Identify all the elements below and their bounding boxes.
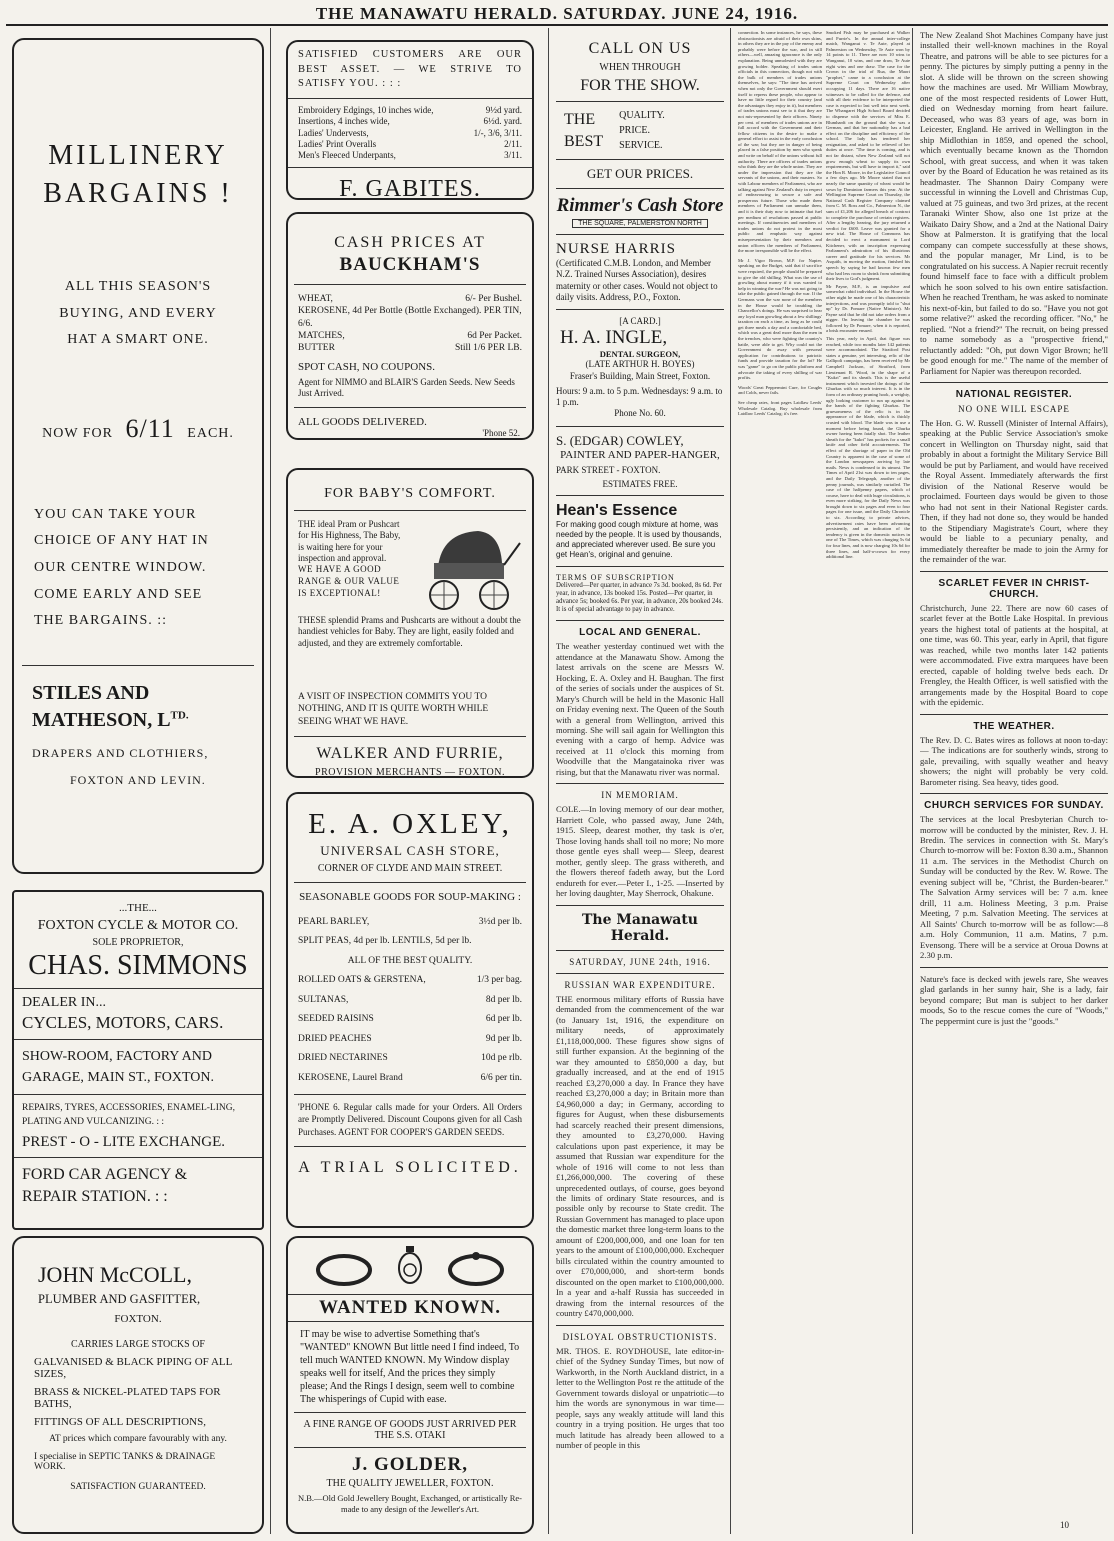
rimmer-service: SERVICE. — [619, 140, 663, 151]
item-name: Embroidery Edgings, 10 inches wide, — [298, 105, 434, 116]
divider — [294, 1447, 526, 1448]
cycle-proprietor-label: SOLE PROPRIETOR, — [92, 937, 184, 948]
firm-trade: DRAPERS AND CLOTHIERS, — [32, 745, 209, 760]
baby-ad — [286, 468, 534, 778]
firm-name-2: MATHESON, L — [32, 708, 171, 731]
item-price: 3½d per lb. — [478, 917, 522, 927]
golder-range: A FINE RANGE OF GOODS JUST ARRIVED PER THE S.S. OTAKI — [303, 1419, 517, 1441]
vigor-brown-body: Mr J. Vigor Brown, M.P. for Napier, speaking on the Budget, said that if sacrifice were required, the people should be prepared to give the old shilling. What was the use of growling about money if it was wanted to help in winning the war? He was not going to take the public gained through the war. If the Germans won the war none of the members in the House would be troubling the Chancellor's doings. He was surprised to hear any loyal man growling about a few shillings' taxation on each a time, as long as he could get three meals a day and a comfortable bed, which was a great deal more than the men in the trenches, who were fighting the country's battle, were able to get. Why could not the Government do away with personal application for contributions to patriotic funds and provide taxation for the lot? He was "game" to go on the public platform and advocate the taking of every shilling of war profits. — [738, 257, 822, 381]
item-name: PEARL BARLEY, — [298, 917, 370, 927]
golder-ad — [286, 1236, 534, 1534]
firm-name-1: STILES AND — [32, 681, 150, 704]
woods-notice: Woods' Great Peppermint Cure, for Coughs and Colds, never fails. — [738, 384, 822, 396]
scarlet-fever-body: Christchurch, June 22. There are now 60 cases of scarlet fever at the Bottle Lake Hospital. In previous years the highest total of patients at the hospital, at one time, was 60. This year, early in April, that figure was reached, while two months later 142 patients were accommodated. Five extra marquees have been erected, capable of holding twelve beds each. Dr Frengley, the Health Officer, is well satisfied with the arrangements made by the Hospital Board to cope with the epidemic. — [920, 602, 1108, 708]
page-number: 10 — [1060, 1520, 1069, 1530]
rimmer-logo-sub: THE SQUARE, PALMERSTON NORTH — [572, 219, 708, 228]
rimmer-best: BEST — [564, 132, 604, 150]
bauckham-agent: Agent for NIMMO and BLAIR'S Garden Seeds. New Seeds Just Arrived. — [298, 376, 515, 398]
church-body: The services at the local Presbyterian Church to-morrow will be conducted by the minister, Rev. J. H. Bredin. The services in connection with St. Mary's Church to-morrow will be: Foxton 8.30 a.m., Shannon 11 a.m. The services in the Methodist Church on Sunday will be conducted by the Rev. W. Rowe. The evening subject will be, "Christ, the Burden-bearer." The Salvation Army services will be: 7 a.m. knee drill, 11 a.m. Holiness Meeting, 3 p.m. Praise Meeting, 7 p.m. Salvation Meeting. The services at All Saints' Church to-morrow will be as follow:—8 a.m. Holy Communion, 11 a.m. Matins, 7 p.m. Evensong. There will be a service at Oroua Downs at 2.30 p.m. — [920, 814, 1108, 961]
column-3 — [556, 30, 724, 1451]
divider — [920, 382, 1108, 383]
divider — [556, 566, 724, 567]
millinery-title: MILLINERY — [48, 140, 228, 171]
weather-heading: THE WEATHER. — [973, 720, 1055, 732]
divider — [920, 967, 1108, 968]
obstruction-body: connection. In some instances, he says, these obstructionists are afraid of their own skins, in others they are in the pay of the enemy and probably were before the war, and in still others—well, amazing ignorance is the only explanation. Being unmolested with they are growing bolder. Speaking of trades union officials in this connection, though not with the bulk of members of trades unions themselves, he says: "The time has arrived when not only the Government should exert itself to repress these people, who appear to have no little regard for their country (and the advantages they enjoy in it), but members of trades unions must see to it that they are not mis-represented by their officers. Ninety per cent. of members of trades unions are in full accord with the Government and their fellow citizens in the desire to make a general effort to assist in the early conclusion of the war; but they are in danger of being placed in a false position by men who speak and write on behalf of the unions without full authority. There are officers of trades unions who think they are the whole union. They are under the impression that they are the servants of the unions, and their masters. So with Labour members of Parliament, who are talking against New Zealand's duty in respect of endeavouring to secure a safe and prosperous future. Those who made them members of Parliament can unmake them, and it is their duty now to intimate that fuel per medium of resolutions passed at public meetings. If constituencies and members of trades unions do not protest in the most public and emphatic way against misrepresentation by their members and union officers the members of Parliament, the more irresponsible will be the effect. — [738, 30, 822, 254]
cycle-repair-station: REPAIR STATION. : : — [22, 1187, 168, 1205]
item-price: 6/6 per tin. — [480, 1072, 522, 1083]
rimmer-when: WHEN THROUGH — [599, 62, 681, 73]
item-price: 10d pe rlb. — [481, 1053, 522, 1064]
divider — [294, 1146, 526, 1147]
item-name: SEEDED RAISINS — [298, 1014, 374, 1025]
column-rule — [548, 28, 549, 1534]
bauckham-name: BAUCKHAM'S — [339, 254, 481, 275]
cycle-items: CYCLES, MOTORS, CARS. — [22, 1013, 224, 1032]
divider — [556, 426, 724, 427]
item-name: WHEAT, — [298, 294, 333, 304]
rimmer-call: CALL ON US — [588, 40, 692, 57]
divider — [288, 98, 532, 99]
divider — [920, 571, 1108, 572]
oxley-store: UNIVERSAL CASH STORE, — [320, 843, 500, 858]
mccoll-line: CARRIES LARGE STOCKS OF — [70, 1339, 205, 1350]
item-name: Insertions, 4 inches wide, — [298, 116, 390, 127]
rimmer-show: FOR THE SHOW. — [580, 77, 700, 94]
divider — [294, 882, 526, 883]
now-for-label: NOW FOR — [42, 425, 114, 441]
item-name: SULTANAS, — [298, 994, 349, 1005]
cycle-garage: GARAGE, MAIN ST., FOXTON. — [22, 1070, 214, 1085]
divider — [556, 159, 724, 160]
divider — [556, 620, 724, 621]
war-heading: RUSSIAN WAR EXPENDITURE. — [564, 979, 716, 990]
war-body: THE enormous military efforts of Russia have demanded from the commencement of the war (to January 1st, 1916, the expenditure on military needs, of approximately £1,118,000,000. These figures show signs of still further expansion. At the beginning of the war they amounted to £850,000 a day, but gradually increased, and at the end of 1915 reached £3,270,000 a day. In France they have reached £3,270,000 a day; in Britain more than £4,960,000 a day; in Germany, according to figures for August, when these disbursements had scarcely reached their present dimensions, they amounted to £3,270,000. Having calculations upon past experience, it may be assumed that Russian war expenditure for the whole of 1916 will come to not less than £1,266,000,000. The covering of these unprecedented outlays, of course, goes beyond the limits of ordinary State resources, and is possible only by recourse to State credit. The Russian Government has managed to place upon the domestic market three long-term loans to the amount of £200,000,000, and one loan for ten years to the amount of £100,000,000. Exchequer bills circulated within the country amounted to over £70,000,000, and short-term bonds discounted on the open market to £100,000,000. In a year and a-half Russia has succeeded in drawing from the internal resources of the country £470,000,000. — [556, 993, 724, 1319]
church-heading: CHURCH SERVICES FOR SUNDAY. — [924, 800, 1104, 812]
mccoll-ad — [12, 1236, 264, 1534]
divider — [920, 714, 1108, 715]
column-rule — [912, 28, 913, 1534]
column-rule — [730, 28, 731, 1534]
cycle-ford: FORD CAR AGENCY & — [22, 1165, 188, 1183]
divider — [556, 309, 724, 310]
divider — [288, 167, 532, 168]
ingle-name: H. A. INGLE, — [560, 327, 668, 349]
item-price: 9d per lb. — [485, 1033, 522, 1044]
divider — [294, 1094, 526, 1095]
nurse-name: NURSE HARRIS — [556, 241, 676, 257]
col5-body3: This year, early in April, that figure was reached, while two months later 142 patients were accommodated. The Stratford Post states a genuine, yet interesting, relic of the Gallipoli campaign, has been received by Mr Campbell Jackson, of Stratford, from Lieutenant R. Wood, in the shape of a "Kukri" and its sheath. This is the useful instrument which invested the doings of the Ghurkas with so much interest. It is in the form of an ordinary pruning hook, a weighty, ugly looking customer to run up against in the hands of the fighting Ghurkas. The gruesomeness of the relic is in the appearance of the blade, which is thickly crusted with blood. The blade was in use a moment before being found, the Ghurka owner having been fatally shot. The leather sheath for the "kukri" has pockets for a small knife and other field accoutrements. The effect of the shortage of paper in the Old Country is apparent in the case of some of the London newspapers arriving by late mails. News is condensed to its utmost. The Times of April 21st was down to ten pages, and the Daily Telegraph, another of the penny journals, was similarly curtailed. The case of the halfpenny papers, which of course, have to deal with huge circulations, is even more striking, for the Daily News was brought down to six pages and even to four pages for one issue, and the Daily Chronicle to six. According to private advices, advertisement rates have been advancing persistently, and an indication of the tendency is given in the domestic notices in one of The Times, which was charging 5s 6d for four lines, and is now charging 10s 6d for three lines, and half-a-crown for every additional line. — [826, 336, 910, 560]
memoriam-heading: IN MEMORIAM. — [601, 790, 679, 801]
divider — [14, 1094, 262, 1095]
divider — [556, 1325, 724, 1326]
item-name: KEROSENE, Laurel Brand — [298, 1072, 403, 1083]
item-name: MATCHES, — [298, 331, 345, 342]
item-price: Still 1/6 PER LB. — [454, 343, 522, 354]
column-rule — [270, 28, 271, 1534]
rimmer-quality: QUALITY. — [619, 110, 665, 121]
divider — [556, 973, 724, 974]
divider — [556, 905, 724, 906]
cycle-showroom: SHOW-ROOM, FACTORY AND — [22, 1049, 212, 1064]
item-name: KEROSENE, 4d Per Bottle (Bottle Exchanged). — [298, 306, 482, 317]
golder-heading: WANTED KNOWN. — [288, 1294, 532, 1322]
oxley-corner: CORNER OF CLYDE AND MAIN STREET. — [317, 863, 503, 874]
divider — [556, 495, 724, 496]
gabites-heading: SATISFIED CUSTOMERS ARE OUR BEST ASSET. — WE STRIVE TO SATISFY YOU. : : : — [298, 49, 522, 90]
bauckham-phone: 'Phone 52. — [482, 428, 520, 439]
oxley-price-list — [298, 913, 522, 1088]
divider — [14, 1039, 262, 1040]
baby-heading: FOR BABY'S COMFORT. — [324, 486, 496, 501]
rimmer-get-prices: GET OUR PRICES. — [586, 166, 694, 181]
ingle-late: (LATE ARTHUR H. BOYES) — [585, 359, 695, 370]
item-name: Men's Fleeced Underpants, — [298, 150, 396, 161]
rimmer-price: PRICE. — [619, 125, 650, 136]
divider — [556, 783, 724, 784]
national-register-sub: NO ONE WILL ESCAPE — [958, 403, 1070, 414]
gabites-price-list — [298, 105, 522, 161]
oxley-seasonable: SEASONABLE GOODS FOR SOUP-MAKING : — [299, 891, 521, 903]
col5-body1: Smoked Fish may be purchased at Walker and Furrie's. In the annual inter-college match, Wanganui v. Te Aute, played at Palmerston on Wednesday, Te Aute won by 14 points to 11. There are now 10 wins to Wanganui, 10 wins, and one draw, Te Aute eight wins and one draw. The case for the Crown in the trial of Rua, the Maori "prophet," came to a conclusion at the Supreme Court on Wednesday after occupying 11 days. There are 16 native witnesses to be called for the defence, and with all their evidence to be interpreted the case is expected to last well into next week. The Whangarei High School Board decided to dispense with the services of Miss E. Blumhardt on the ground that she was a German, and that her nationality has a bad effect on the discipline and efficiency of the school. The lady has tendered her resignation, and asked to be relieved of her duties at once. "The time is coming, and is not far distant, when New Zealand will not grow enough wheat to supply its own requirements, but will have to import it," said the Hon R. Moore, in the Legislative Council a few days ago. Mr Moore stated that not nearly the same quantity of wheat would be sown by Dominion farmers this year. At the Wellington Supreme Court on Thursday, the National Cash Register Company claimed from C. M. Ross and Co., Palmerston N., the sum of £1,206 for alleged breach of contract to complete the purchase of certain registers. After a lengthy hearing, the jury returned a verdict for £600. Leave was granted for a new trial. The House of Commons has decided to erect a monument to Lord Kitchener, with an inscription expressing Parliament's admiration of his illustrious career and gratitude for his services. Mr Asquith, in moving the motion, finished his speech by saying he had known few men who had less room to shrink from submitting their lives to God's judgment. — [826, 30, 910, 282]
ingle-hours: Hours: 9 a.m. to 5 p.m. Wednesdays: 9 a.m. to 1 p.m. — [556, 385, 723, 407]
item-price: 3/11. — [504, 150, 522, 161]
shot-machines-body: The New Zealand Shot Machines Company have just installed their well-known machines in the Royal Theatre, and patrons will be able to see pictures for a penny. The pictures by simply putting a penny in the slot. A slide will be thrown on the screen showing how the machines are used. Mr William Mowbray, one of the most respected residents of Lower Hutt, died on Wednesday morning from heart failure. Deceased, who was 83 years of age, was born in Leicester, England. He arrived in Wellington in the ship Midlothian in 1859, and opened the school, which eventually became known as the Thorndon School, with great success, and when it was taken over by the Board of Education he was retained as its headmaster. The Shannon Dairy Company were successful in winning the Lovell and Christmas Cup, valued at 75 guineas, and two 3rd prizes, at the recent Taranaki Winter Show, also one 1st prize at the Waikato Dairy Show, and a 2nd at the National Dairy Show at Palmerston. It is gratifying that the local company can compete successfully at these shows, and the popular manager, Mr Lind, is to be congratulated on his success. A Napier recruit recently found himself face to face with a difficult problem which he soon solved to his own entire satisfaction. When he reached Trentham, he was asked to nominate his next-of-kin, but failed to do so. "Have you not got some relative?" asked the recording officer. "No," he replied. "Not a friend?" The recruit, on being pressed to name somebody as a "prospective friend," reluctantly added: "Oh, put down Vigor Brown; he'll be good enough for me." The name of the member of Parliament for Napier was thereupon recorded. — [920, 30, 1108, 376]
divider — [294, 736, 526, 737]
baby-range: WE HAVE A GOOD RANGE & OUR VALUE IS EXCEPTIONAL! — [298, 564, 400, 599]
baby-description: THESE splendid Prams and Pushcarts are without a doubt the handiest vehicles for Baby. They are light, easily folded and adjusted, and they are extremely comfortable. — [298, 615, 521, 648]
divider — [556, 950, 724, 951]
local-body: The weather yesterday continued wet with the attendance at the Manawatu Show. Among the latest arrivals on the scene are Messrs W. Hocking, E. A. Oxley and H. Baughan. The first of the series of socials under the auspices of St. Mary's Church will be held in the Masonic Hall on Friday evening next. The Queen of the South with a general from Wellington, arrived this morning. She will sail again for Wellington this evening with a cargo of hemp. Advice was received at 11 o'clock this morning from Woodville that the Mangatainoka river was rising, but that the Manawatu river was normal. — [556, 641, 724, 777]
herald-title: The Manawatu Herald. — [582, 911, 698, 944]
bauckham-delivered: ALL GOODS DELIVERED. — [298, 416, 427, 429]
millinery-line: HAT A SMART ONE. — [67, 332, 209, 348]
disloyal-body: MR. THOS. E. ROYDHOUSE, late editor-in-chief of the Sydney Sunday Times, but now of Warkworth, in the North Auckland district, in a letter to the Wellington Post re the attitude of the Government towards disloyal or unpatriotic—to him the words are synonymous in war time—people, says any weakly attitude will land this country in a trying position. He urges that too much latitude has already been allowed to a number of people in this — [556, 1345, 724, 1451]
firm-name-sup: TD. — [170, 709, 189, 722]
column-5 — [826, 30, 910, 1534]
column-6 — [920, 30, 1108, 1534]
laidlaw-notice: See cheap rates, front pages Laidlaw Leeds' Wholesale Catalog. Buy wholesale from Laidlaw Leeds' Catalog; it's free. — [738, 400, 822, 417]
national-register-heading: NATIONAL REGISTER. — [955, 388, 1073, 400]
divider — [294, 1412, 526, 1413]
cycle-ad — [12, 890, 264, 1230]
bauckham-spot-cash: SPOT CASH, NO COUPONS. — [298, 360, 436, 373]
ingle-title: DENTAL SURGEON, — [599, 349, 681, 360]
cycle-owner: CHAS. SIMMONS — [28, 950, 248, 981]
woods-poem: Nature's face is decked with jewels rare, She weaves glad garlands in her sunny hair, She is a lady, fair beyond compare; But man is subject to her darker moods, So to the rescue comes the cure of "Woods," The peppermint cure is just the "goods." — [920, 973, 1108, 1026]
millinery-subtitle: BARGAINS ! — [43, 178, 233, 209]
item-name: ROLLED OATS & GERSTENA, — [298, 975, 426, 986]
mccoll-trade: PLUMBER AND GASFITTER, — [38, 1292, 201, 1306]
mccoll-name: JOHN McCOLL, — [38, 1262, 192, 1287]
scarlet-fever-heading: SCARLET FEVER IN CHRIST-CHURCH. — [938, 577, 1090, 600]
item-price: 6d per lb. — [485, 1014, 522, 1025]
cycle-company: FOXTON CYCLE & MOTOR CO. — [37, 918, 239, 933]
hat-price: 6/11 — [125, 413, 175, 443]
hean-body: For making good cough mixture at home, was needed by the people. It is used by thousands, and appreciated wherever used. Be sure you get Hean's, original and genuine. — [556, 519, 722, 559]
cowley-name: S. (EDGAR) COWLEY, — [556, 432, 684, 448]
mccoll-line: AT prices which compare favourably with any. — [49, 1434, 227, 1444]
bauckham-price-list — [298, 293, 522, 355]
baby-visit: A VISIT OF INSPECTION COMMITS YOU TO NOTHING, AND IT IS QUITE WORTH WHILE SEEING WHAT WE HAVE. — [298, 692, 489, 727]
item-price: 1/3 per bag. — [476, 975, 522, 986]
baby-intro: THE ideal Pram or Pushcart for His Highness, The Baby, is waiting here for your inspection and approval. — [298, 519, 401, 563]
millinery-line: YOU CAN TAKE YOUR — [34, 506, 197, 522]
oxley-trial: A TRIAL SOLICITED. — [298, 1158, 522, 1176]
herald-date: SATURDAY, JUNE 24th, 1916. — [569, 956, 711, 967]
ingle-phone: Phone No. 60. — [614, 408, 666, 419]
terms-heading: TERMS OF SUBSCRIPTION — [556, 572, 675, 582]
memoriam-body: COLE.—In loving memory of our dear mother, Harriett Cole, who passed away, June 24th, 1915. Sleep, dearest mother, thy task is o'er, Those loving hands shall toil no more; No more those gentle eyes shall weep— Sleep, dearest mother, gently sleep. The grass withereth, and the flowers thereof fadeth away, but the Lord endureth for ever.—Peter I., 1-25. —Inserted by her loving daughter, May Sherrock, Ohakune. — [556, 804, 724, 899]
item-price: 2/11. — [504, 138, 522, 149]
item-name: ALL OF THE BEST QUALITY. — [347, 955, 473, 966]
oxley-name: E. A. OXLEY, — [308, 808, 512, 840]
mccoll-line: GALVANISED & BLACK PIPING OF ALL SIZES, — [34, 1356, 232, 1380]
divider — [294, 510, 526, 511]
gabites-ad — [286, 40, 534, 200]
rimmer-the: THE — [564, 110, 596, 128]
cowley-trade: PAINTER AND PAPER-HANGER, — [560, 448, 720, 461]
millinery-line: CHOICE OF ANY HAT IN — [34, 533, 209, 549]
divider — [22, 665, 254, 666]
divider — [14, 1157, 262, 1158]
item-name: SPLIT PEAS, 4d per lb. LENTILS, 5d per lb. — [298, 936, 472, 947]
bauckham-ad — [286, 212, 534, 440]
golder-nb: N.B.—Old Gold Jewellery Bought, Exchanged, or artistically Re-made to any design of the Jeweller's Art. — [297, 1493, 523, 1514]
col5-body2: Mr Payne, M.P., is an impulsive and somewhat rabid individual. In the House the other night he made one of his characteristic interjections, and was promptly told to "shut up" by Dr. Pomare (Native Minister). Mr Payne said that he did not take orders from a nigger. On leaving the chamber he was followed by Dr Pomare, when it is reported, a brisk encounter ensued. — [826, 283, 910, 334]
mccoll-line: BRASS & NICKEL-PLATED TAPS FOR BATHS, — [34, 1386, 221, 1410]
weather-body: The Rev. D. C. Bates wires as follows at noon to-day:— The indications are for southerly winds, strong to gale, prevailing, with squally weather and heavy showers; the night will probably be very cold. Barometer rising. Sea heavy, tides good. — [920, 734, 1108, 787]
divider — [294, 407, 526, 408]
item-price: 8d per lb. — [485, 994, 522, 1005]
cycle-dealer: DEALER IN... — [22, 995, 106, 1010]
item-price: 6½d. yard. — [483, 116, 522, 127]
cycle-prestolite: PREST - O - LITE EXCHANGE. — [22, 1133, 226, 1150]
bauckham-heading: CASH PRICES AT — [334, 234, 486, 251]
item-name: BUTTER — [298, 343, 335, 354]
baby-trade: PROVISION MERCHANTS — FOXTON. — [315, 767, 505, 778]
golder-firm: J. GOLDER, — [351, 1454, 469, 1475]
millinery-line: OUR CENTRE WINDOW. — [34, 559, 207, 575]
millinery-line: THE BARGAINS. :: — [34, 613, 168, 629]
divider — [556, 234, 724, 235]
disloyal-heading: DISLOYAL OBSTRUCTIONISTS. — [562, 1331, 718, 1342]
golder-trade: THE QUALITY JEWELLER, FOXTON. — [326, 1478, 494, 1489]
item-name: DRIED PEACHES — [298, 1033, 372, 1044]
divider — [920, 793, 1108, 794]
item-name: Ladies' Undervests, — [298, 127, 369, 138]
mccoll-line: SATISFACTION GUARANTEED. — [70, 1482, 206, 1492]
baby-firm: WALKER AND FURRIE, — [316, 745, 504, 763]
cycle-the: ...THE... — [119, 902, 157, 914]
item-price: PER TIN, 6/6. — [298, 306, 522, 329]
item-name: DRIED NECTARINES — [298, 1053, 388, 1064]
item-price: 1/-, 3/6, 3/11. — [473, 127, 522, 138]
millinery-line: ALL THIS SEASON'S — [64, 279, 212, 294]
local-heading: LOCAL AND GENERAL. — [579, 627, 701, 639]
divider — [294, 284, 526, 285]
jewellery-icon — [310, 1244, 510, 1290]
masthead-rule — [6, 24, 1108, 26]
mccoll-line: FITTINGS OF ALL DESCRIPTIONS, — [34, 1416, 206, 1428]
gabites-firm: F. GABITES. — [339, 176, 481, 200]
cowley-address: PARK STREET - FOXTON. — [556, 464, 661, 475]
rimmer-logo: Rimmer's Cash Store — [556, 195, 724, 216]
millinery-line: BUYING, AND EVERY — [59, 305, 217, 321]
terms-body: Delivered—Per quarter, in advance 7s 3d. booked, 8s 6d. Per year, in advance, 13s booked 15s. Posted—Per quarter, in advance 5s; booked 6s. Per year, in advance, 20s booked 24s. It is of special advantage to pay in advance. — [556, 581, 723, 613]
each-label: EACH. — [187, 425, 234, 441]
pram-illustration — [408, 519, 524, 611]
millinery-line: COME EARLY AND SEE — [34, 586, 203, 602]
golder-poem: IT may be wise to advertise Something that's "WANTED" KNOWN But little need I find indeed, To tell much WANTED KNOWN. My Window display speaks well for itself, And the prices they simply please; And the Rings I design, seem well to combine The whisperings of Cupid with ease. — [300, 1329, 520, 1405]
cycle-repairs: REPAIRS, TYRES, ACCESSORIES, ENAMEL-LING, PLATING AND VULCANIZING. : : — [22, 1103, 235, 1128]
item-name: Ladies' Print Overalls — [298, 138, 377, 149]
item-price: 6d Per Packet. — [467, 331, 522, 342]
divider — [14, 988, 262, 989]
ingle-address: Fraser's Building, Main Street, Foxton. — [569, 370, 711, 381]
mccoll-place: FOXTON. — [114, 1313, 162, 1325]
ingle-card: [A CARD.] — [619, 316, 661, 326]
firm-place: FOXTON AND LEVIN. — [70, 772, 206, 787]
column-4 — [738, 30, 822, 1530]
millinery-ad — [12, 38, 264, 874]
item-price: 9½d yard. — [485, 105, 522, 116]
nurse-body: (Certificated C.M.B. London, and Member N.Z. Trained Nurses Association), desires maternity or other cases. Would not object to daily visits. Address, P.O., Foxton. — [556, 258, 718, 302]
oxley-phone: 'PHONE 6. Regular calls made for your Orders. All Orders are Promptly Delivered. Discount Coupons given for all Cash Purchases. AGENT FOR COOPER'S GARDEN SEEDS. — [298, 1102, 522, 1137]
divider — [556, 101, 724, 102]
national-register-body: The Hon. G. W. Russell (Minister of Internal Affairs), speaking at the Public Service Association's smoke concert in Wellington on Thursday night, said that probably in about a fortnight the Military Service Bill would be put by Parliament, and would have received the Royal Assent. Immediately afterwards the first division of the National Reserve would be proclaimed. Fourteen days would be given to those who had not sent in their National Register cards. Then, if they had not done so, they would be handed to the Stipendiary Magistrate's Court, where they would be liable to a pecuniary penalty, and immediately thereafter be made to join the Army for the remainder of the war. — [920, 417, 1108, 565]
mccoll-line: I specialise in SEPTIC TANKS & DRAINAGE WORK. — [34, 1452, 216, 1472]
oxley-ad — [286, 792, 534, 1228]
hean-name: Hean's Essence — [556, 501, 678, 519]
item-price: 6/- Per Bushel. — [465, 294, 522, 304]
divider — [556, 188, 724, 189]
masthead: THE MANAWATU HERALD. SATURDAY. JUNE 24, 1916. — [315, 4, 799, 23]
cowley-estimates: ESTIMATES FREE. — [602, 478, 678, 489]
